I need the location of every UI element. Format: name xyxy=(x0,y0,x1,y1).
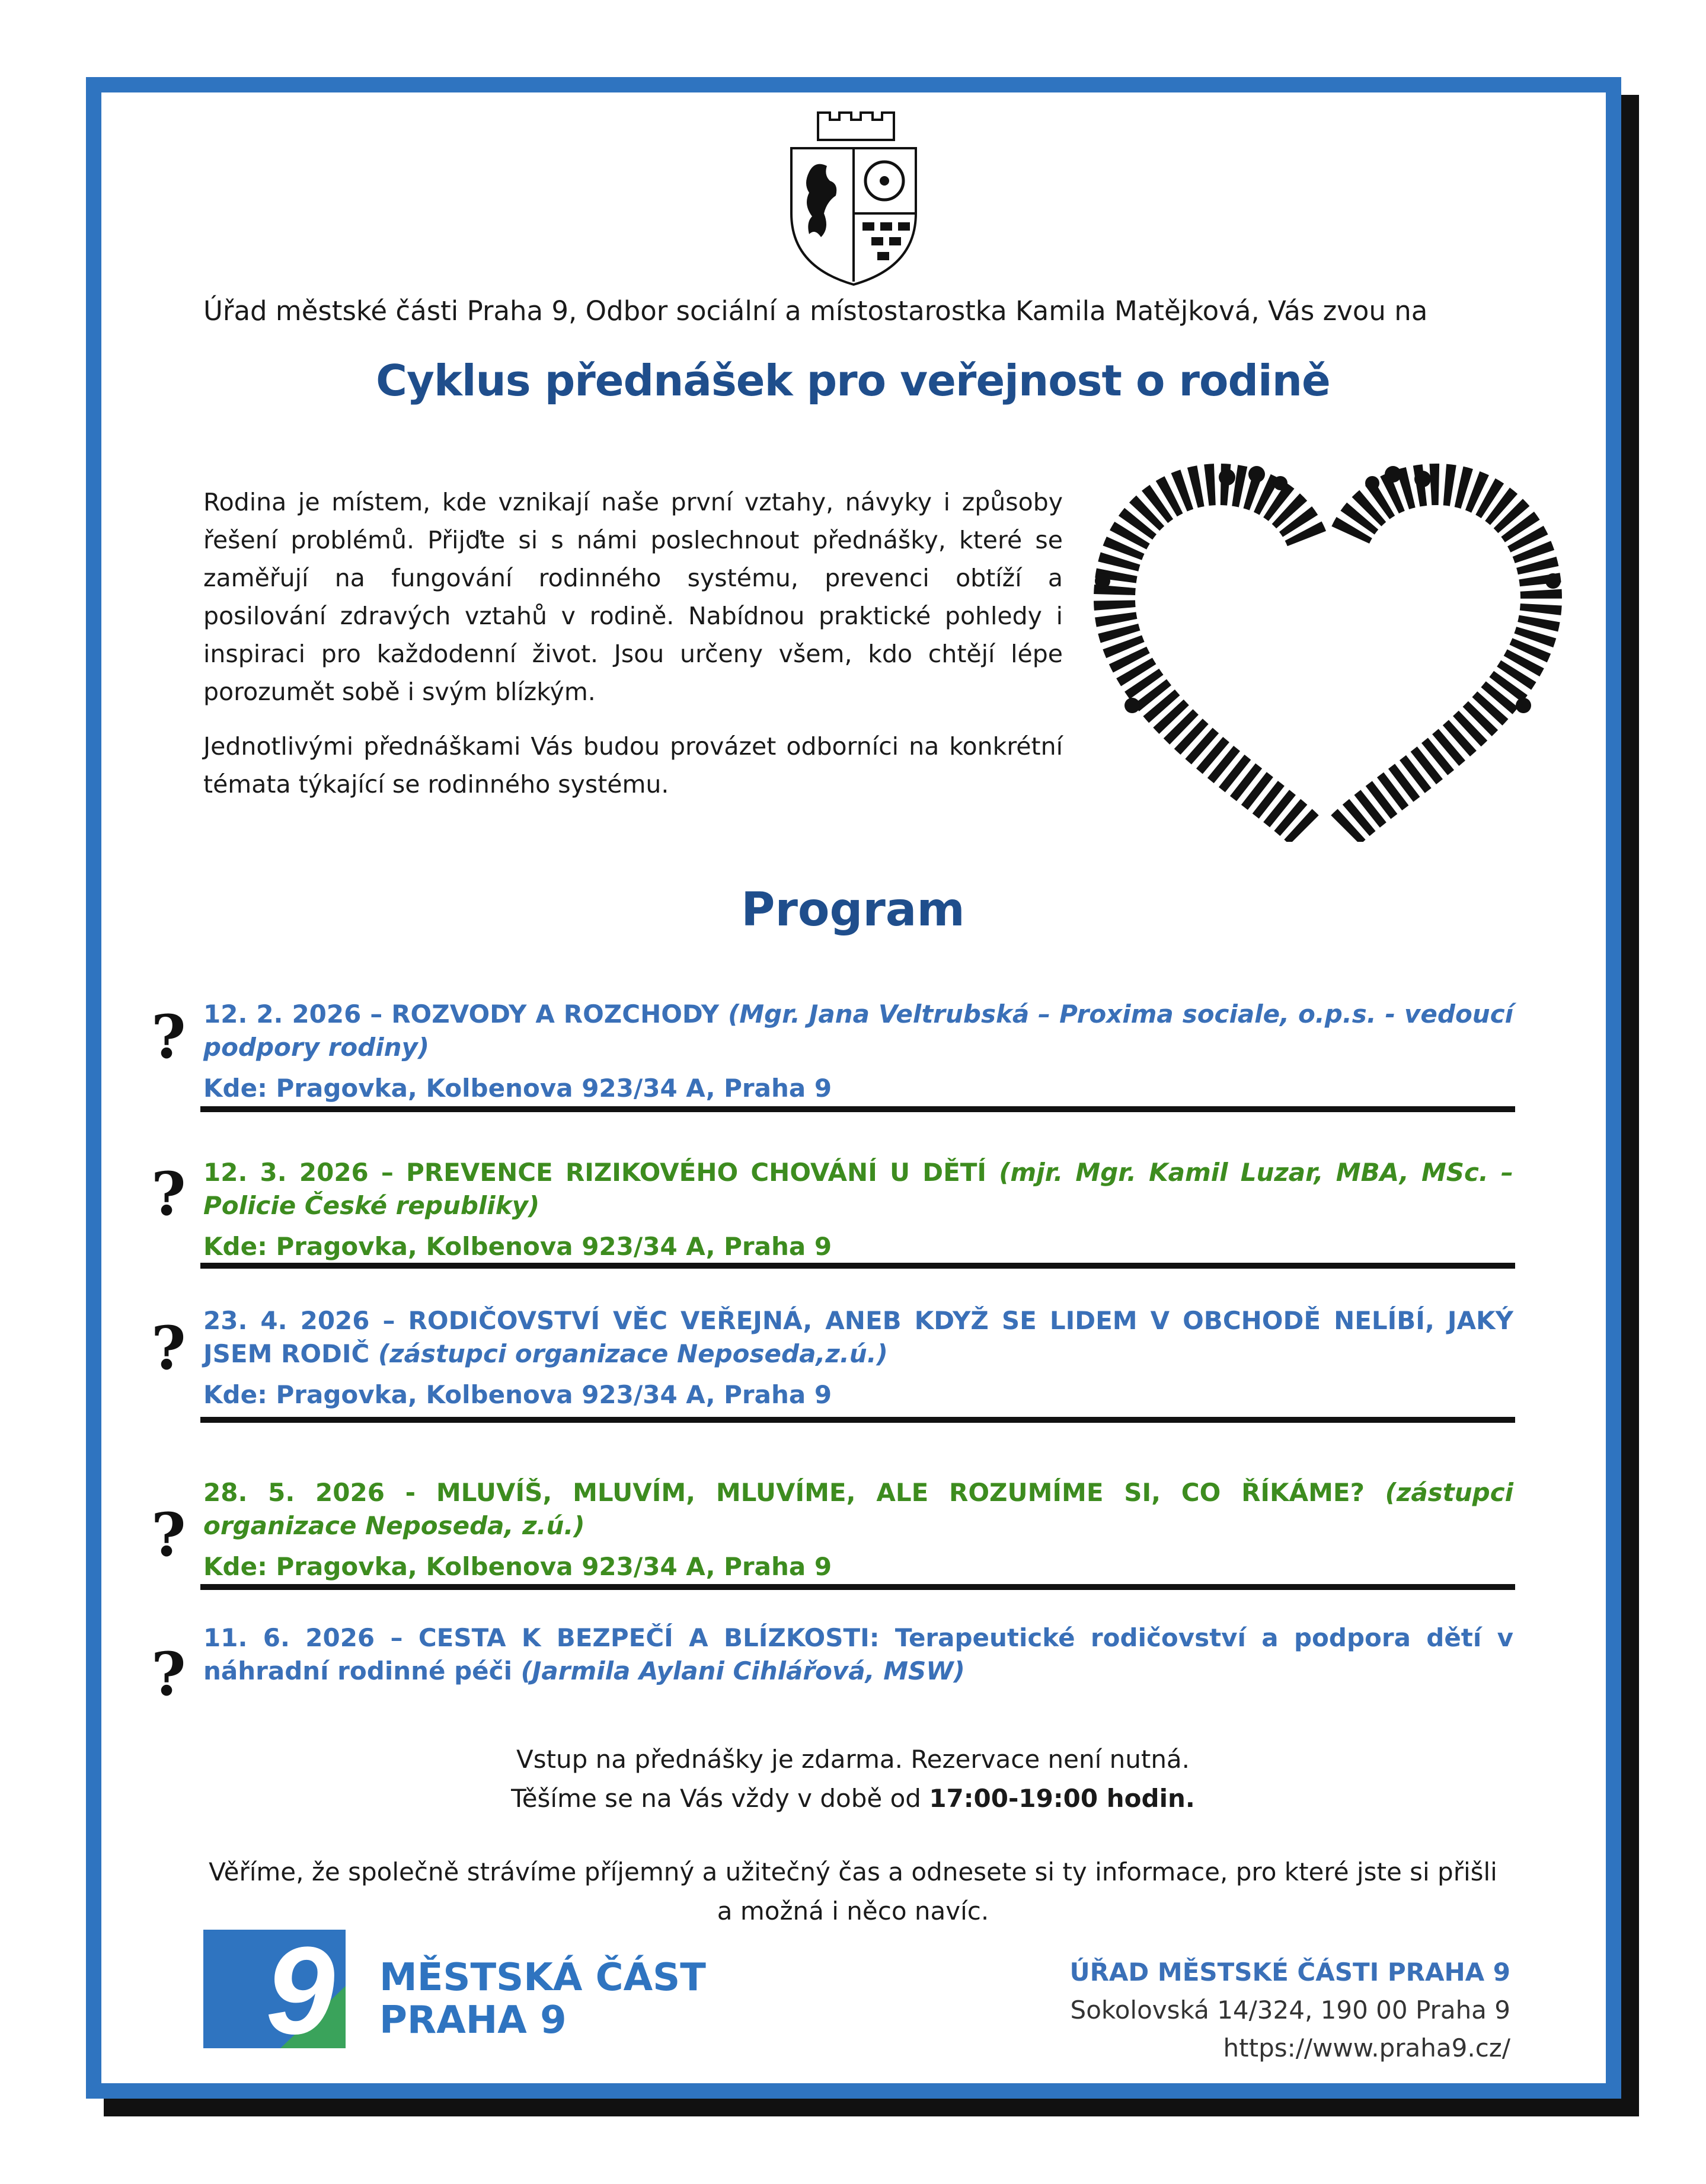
event-1-location: Kde: Pragovka, Kolbenova 923/34 A, Praha 9 xyxy=(203,1074,832,1103)
intro-paragraph-2: Jednotlivými přednáškami Vás budou provázet odborníci na konkrétní témata týkající se rodinného systému. xyxy=(203,732,1063,799)
event-4-location: Kde: Pragovka, Kolbenova 923/34 A, Praha 9 xyxy=(203,1552,832,1581)
invite-line: Úřad městské části Praha 9, Odbor sociální a místostarostka Kamila Matějková, Vás zvou na xyxy=(203,295,1428,327)
program-heading: Program xyxy=(741,883,965,937)
office-url[interactable]: https://www.praha9.cz/ xyxy=(1223,2033,1510,2062)
program-event-5 xyxy=(203,1621,1513,1688)
event-2-title: 12. 3. 2026 – PREVENCE RIZIKOVÉHO CHOVÁNÍ U DĚTÍ xyxy=(203,1158,987,1187)
program-event-1 xyxy=(203,998,1513,1103)
event-2-location: Kde: Pragovka, Kolbenova 923/34 A, Praha 9 xyxy=(203,1232,832,1261)
event-5-subtitle: Terapeutické rodičovství a podpora dětí v náhradní rodinné péči xyxy=(203,1623,1514,1685)
question-mark-icon: ? xyxy=(151,1639,186,1709)
intro-paragraph-1: Rodina je místem, kde vznikají naše první vztahy, návyky i způsoby řešení problémů. Přijďte si s námi poslechnout přednášky, které se zaměřují na fungování rodinného systému, prevenci obtíží a posilování zdravých vztahů v rodině. Nabídnou praktické pohledy i inspiraci pro každodenní život. Jsou určeny všem, kdo chtějí lépe porozumět sobě i svým blízkým. xyxy=(203,488,1063,706)
page-title: Cyklus přednášek pro veřejnost o rodině xyxy=(376,356,1330,405)
time-prefix: Těšíme se na Vás vždy v době od xyxy=(511,1784,921,1813)
logo-text xyxy=(379,1956,706,2042)
praha9-coat-of-arms-icon xyxy=(782,107,925,290)
intro-text xyxy=(203,483,1063,820)
event-4-title: 28. 5. 2026 - MLUVÍŠ, MLUVÍM, MLUVÍME, ALE ROZUMÍME SI, CO ŘÍKÁME? xyxy=(203,1478,1365,1507)
office-address: Sokolovská 14/324, 190 00 Praha 9 xyxy=(1070,1995,1510,2025)
office-name: ÚŘAD MĚSTSKÉ ČÁSTI PRAHA 9 xyxy=(1069,1958,1510,1987)
event-3-speaker: (zástupci organizace Neposeda,z.ú.) xyxy=(378,1339,888,1368)
logo-line-2: PRAHA 9 xyxy=(379,1998,567,2042)
logo-line-1: MĚSTSKÁ ČÁST xyxy=(379,1956,706,2000)
closing-line-1: Věříme, že společně strávíme příjemný a užitečný čas a odnesete si ty informace, pro které jste si přišli xyxy=(209,1857,1497,1886)
divider xyxy=(200,1106,1515,1112)
closing-text xyxy=(0,1853,1706,1931)
entry-free-line: Vstup na přednášky je zdarma. Rezervace není nutná. xyxy=(516,1745,1190,1774)
event-3-location: Kde: Pragovka, Kolbenova 923/34 A, Praha 9 xyxy=(203,1380,832,1409)
event-5-speaker: (Jarmila Aylani Cihlářová, MSW) xyxy=(520,1656,965,1685)
question-mark-icon: ? xyxy=(151,1002,186,1072)
divider xyxy=(200,1417,1515,1423)
family-heart-icon xyxy=(1079,451,1577,842)
event-4-speaker: (zástupci organizace Neposeda, z.ú.) xyxy=(203,1478,1513,1540)
question-mark-icon: ? xyxy=(151,1500,186,1570)
event-1-title: 12. 2. 2026 – ROZVODY A ROZCHODY xyxy=(203,1000,720,1029)
office-contact xyxy=(1069,1953,1510,2067)
event-2-speaker: (mjr. Mgr. Kamil Luzar, MBA, MSc. – Policie České republiky) xyxy=(203,1158,1514,1220)
program-event-2 xyxy=(203,1156,1513,1261)
time-range: 17:00-19:00 hodin. xyxy=(929,1784,1195,1813)
event-3-title: 23. 4. 2026 – RODIČOVSTVÍ VĚC VEŘEJNÁ, ANEB KDYŽ SE LIDEM V OBCHODĚ NELÍBÍ, JAKÝ JSEM RODIČ xyxy=(203,1306,1513,1368)
event-5-title: 11. 6. 2026 – CESTA K BEZPEČÍ A BLÍZKOSTI: xyxy=(203,1623,880,1652)
divider xyxy=(200,1584,1515,1590)
program-event-3 xyxy=(203,1304,1513,1409)
entry-info xyxy=(0,1740,1706,1818)
divider xyxy=(200,1263,1515,1269)
question-mark-icon: ? xyxy=(151,1159,186,1229)
program-event-4 xyxy=(203,1476,1513,1581)
event-1-speaker: (Mgr. Jana Veltrubská – Proxima sociale, o.p.s. - vedoucí podpory rodiny) xyxy=(203,1000,1513,1062)
logo-numeral: 9 xyxy=(266,1930,335,2048)
closing-line-2: a možná i něco navíc. xyxy=(717,1896,989,1926)
question-mark-icon: ? xyxy=(151,1313,186,1383)
